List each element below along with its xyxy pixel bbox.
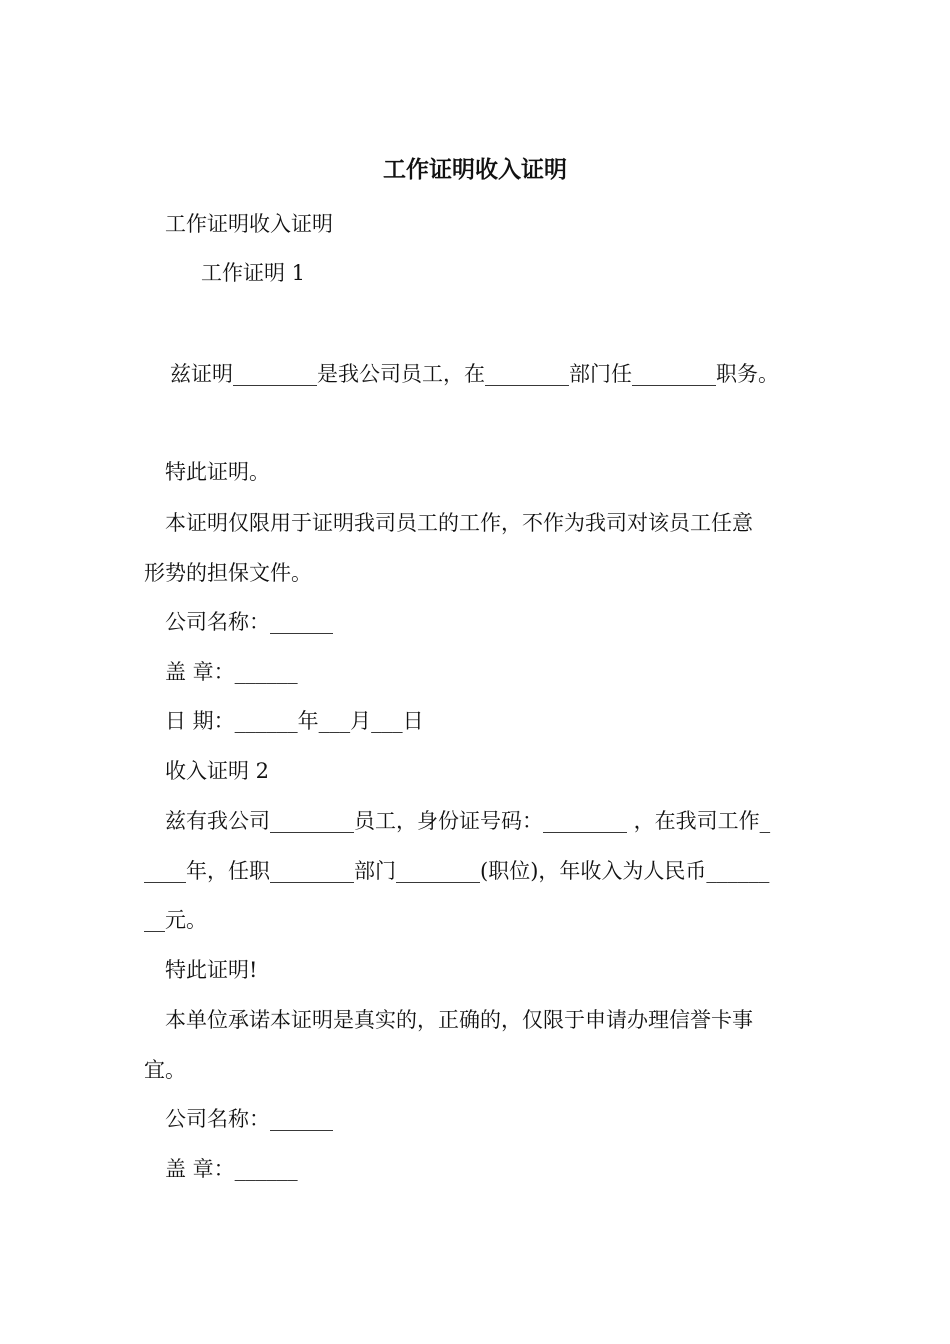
section1-date: 日 期：______年___月___日 bbox=[165, 709, 424, 733]
section2-body-line2: ____年，任职________部门________(职位)，年收入为人民币______ bbox=[144, 859, 770, 883]
section1-certify-line: 兹证明________是我公司员工，在________部门任________职务。 bbox=[170, 362, 779, 386]
section1-disclaimer-line2: 形势的担保文件。 bbox=[144, 561, 312, 585]
section1-company-name: 公司名称：______ bbox=[165, 610, 333, 634]
section2-pledge-line1: 本单位承诺本证明是真实的，正确的，仅限于申请办理信誉卡事 bbox=[165, 1008, 753, 1032]
section1-seal: 盖 章：______ bbox=[165, 660, 298, 684]
section2-heading: 收入证明 2 bbox=[165, 759, 270, 783]
section2-seal: 盖 章：______ bbox=[165, 1157, 298, 1181]
section2-body-line3: __元。 bbox=[144, 908, 207, 932]
section1-closing: 特此证明。 bbox=[165, 460, 270, 484]
section2-pledge-line2: 宜。 bbox=[144, 1058, 186, 1082]
section1-disclaimer-line1: 本证明仅限用于证明我司员工的工作，不作为我司对该员工任意 bbox=[165, 511, 753, 535]
section1-heading: 工作证明 1 bbox=[201, 261, 306, 285]
section2-company-name: 公司名称：______ bbox=[165, 1107, 333, 1131]
subtitle: 工作证明收入证明 bbox=[165, 212, 333, 236]
section2-closing: 特此证明! bbox=[165, 958, 258, 982]
document-title: 工作证明收入证明 bbox=[383, 156, 567, 183]
section2-body-line1: 兹有我公司________员工，身份证号码：________ ，在我司工作_ bbox=[165, 809, 771, 833]
